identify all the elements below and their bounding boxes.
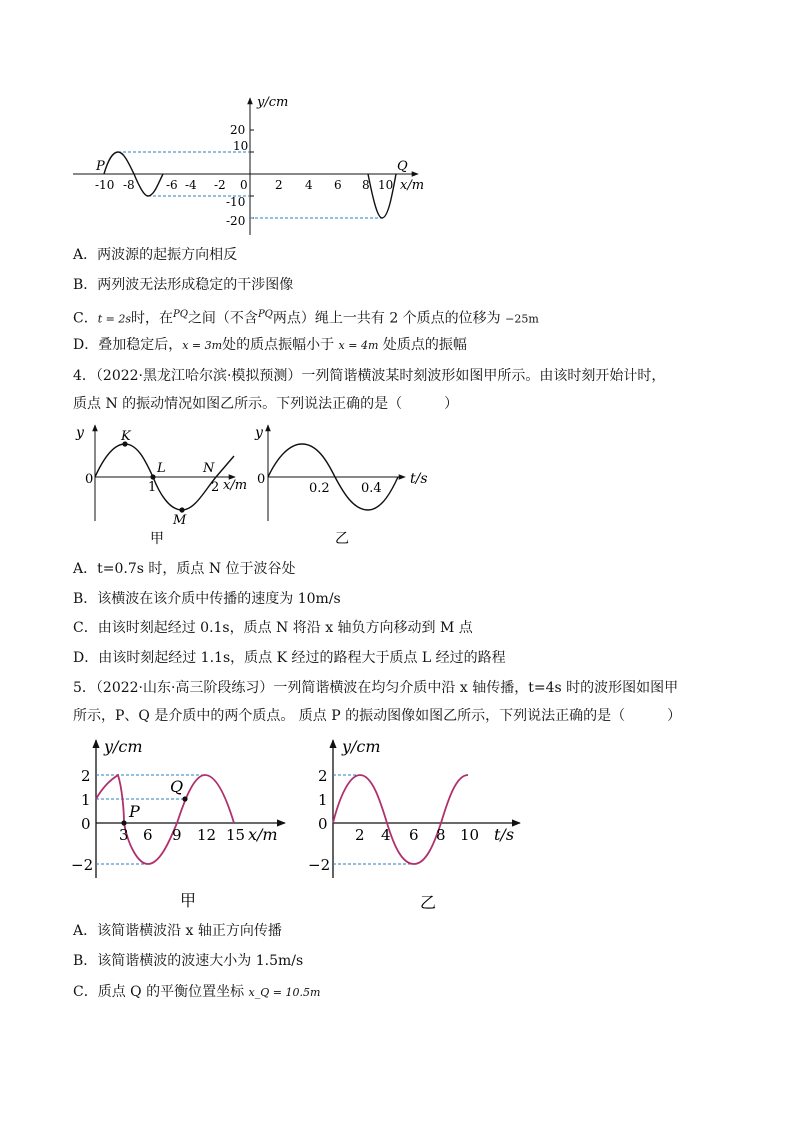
svg-text:1: 1: [81, 791, 91, 809]
svg-text:8: 8: [436, 826, 446, 844]
svg-text:t/s: t/s: [410, 471, 428, 487]
fig1-xtick: -10: [95, 178, 115, 192]
svg-text:x/m: x/m: [248, 825, 278, 844]
fig1-point-q: Q: [397, 159, 408, 174]
svg-text:−2: −2: [308, 856, 331, 874]
fig1-ytick: -20: [226, 214, 246, 228]
svg-text:2: 2: [355, 826, 365, 844]
svg-text:y/cm: y/cm: [104, 737, 143, 756]
fig1-xtick: -4: [185, 178, 197, 192]
svg-text:0: 0: [85, 472, 94, 487]
fig1-ytick: -10: [226, 195, 246, 209]
q4-caption-yi: 乙: [335, 531, 349, 547]
q3-option-c: C．t = 2s时，在$^{PQ}$之间（不含$^{PQ}$两点）绳上一共有 2 个质点的位移为 −25m: [73, 309, 539, 327]
fig1-ytick: 20: [230, 123, 246, 137]
q4-caption-jia: 甲: [150, 531, 164, 547]
q4-point-l: [150, 474, 155, 479]
svg-text:4: 4: [381, 826, 391, 844]
svg-text:0: 0: [81, 815, 91, 833]
q5-point-q: [182, 796, 187, 801]
fig1-xtick: 2: [275, 178, 283, 192]
svg-text:1: 1: [318, 791, 328, 809]
svg-text:9: 9: [172, 826, 182, 844]
q5-caption-jia: 甲: [180, 891, 197, 910]
q5-point-p: [121, 820, 126, 825]
svg-text:y: y: [255, 425, 263, 441]
svg-text:−2: −2: [71, 856, 94, 874]
svg-text:0.2: 0.2: [309, 481, 330, 496]
svg-text:2: 2: [211, 480, 220, 495]
q4-figure-yi: [254, 425, 428, 521]
q5-stem-line1: 5．（2022·山东·高三阶段练习）一列简谐横波在均匀介质中沿 x 轴传播，t=4s 时的波形图如图甲: [73, 680, 679, 696]
svg-text:3: 3: [119, 826, 129, 844]
q5-option-b: B．该简谐横波的波速大小为 1.5m/s: [73, 953, 304, 969]
fig1-xtick: -6: [166, 178, 178, 192]
fig1-xtick: 8: [362, 178, 370, 192]
fig1-point-p: P: [96, 159, 105, 174]
q5-figure-yi: [308, 737, 520, 878]
q5-caption-yi: 乙: [420, 893, 437, 912]
fig1-xtick: 6: [334, 178, 342, 192]
svg-text:6: 6: [409, 826, 419, 844]
svg-text:2: 2: [318, 767, 328, 785]
q5-option-a: A．该简谐横波沿 x 轴正方向传播: [73, 923, 282, 939]
fig1-y-label: y/cm: [257, 95, 289, 110]
svg-text:15: 15: [226, 826, 246, 844]
q4-stem-line1: 4．（2022·黑龙江哈尔滨·模拟预测）一列简谐横波某时刻波形如图甲所示。由该时刻开始计时，: [73, 368, 666, 384]
fig1-x-label: x/m: [400, 178, 425, 193]
fig1-xtick: -2: [214, 178, 226, 192]
svg-text:N: N: [203, 461, 215, 476]
svg-text:0: 0: [318, 815, 328, 833]
svg-text:10: 10: [460, 826, 480, 844]
svg-text:6: 6: [143, 826, 153, 844]
svg-text:2: 2: [81, 767, 91, 785]
q4-option-b: B．该横波在该介质中传播的速度为 10m/s: [73, 591, 341, 607]
q5-yi-wave: [333, 775, 468, 864]
svg-text:P: P: [129, 802, 140, 821]
svg-text:x/m: x/m: [223, 478, 248, 493]
svg-text:12: 12: [197, 826, 217, 844]
svg-text:t/s: t/s: [494, 825, 515, 844]
figure1-wave-graph: [73, 95, 424, 235]
svg-text:0: 0: [257, 472, 266, 487]
svg-text:0.4: 0.4: [361, 481, 382, 496]
q4-option-d: D．由该时刻起经过 1.1s，质点 K 经过的路程大于质点 L 经过的路程: [73, 650, 506, 666]
q4-figure-jia: [75, 425, 247, 528]
svg-text:y: y: [76, 425, 84, 441]
q3-option-a: A．两波源的起振方向相反: [73, 247, 238, 263]
svg-text:1: 1: [148, 480, 157, 495]
q4-option-a: A．t=0.7s 时，质点 N 位于波谷处: [73, 561, 296, 577]
q5-option-c: C．质点 Q 的平衡位置坐标 x_Q = 10.5m: [73, 984, 321, 1000]
fig1-xtick: 4: [305, 178, 313, 192]
fig1-ytick: 0: [240, 178, 248, 192]
svg-text:K: K: [121, 429, 131, 444]
fig1-xtick: -8: [123, 178, 135, 192]
svg-text:L: L: [157, 461, 166, 476]
q3-option-b: B．两列波无法形成稳定的干涉图像: [73, 277, 294, 293]
q3-option-d: D．叠加稳定后，x = 3m处的质点振幅小于 x = 4m 处质点的振幅: [73, 337, 467, 353]
svg-text:M: M: [173, 513, 187, 528]
q5-stem-line2: 所示，P、Q 是介质中的两个质点。 质点 P 的振动图像如图乙所示，下列说法正确的是（ ）: [73, 708, 682, 724]
q5-jia-wave: [96, 775, 234, 864]
q5-figure-jia: [71, 737, 285, 878]
q4-stem-line2: 质点 N 的振动情况如图乙所示。下列说法正确的是（ ）: [73, 396, 459, 412]
fig1-ytick: 10: [233, 139, 249, 153]
fig1-xtick: 10: [378, 178, 394, 192]
svg-text:y/cm: y/cm: [342, 737, 381, 756]
q4-point-m: [179, 507, 184, 512]
svg-text:Q: Q: [170, 777, 184, 796]
q4-option-c: C．由该时刻起经过 0.1s，质点 N 将沿 x 轴负方向移动到 M 点: [73, 620, 473, 636]
